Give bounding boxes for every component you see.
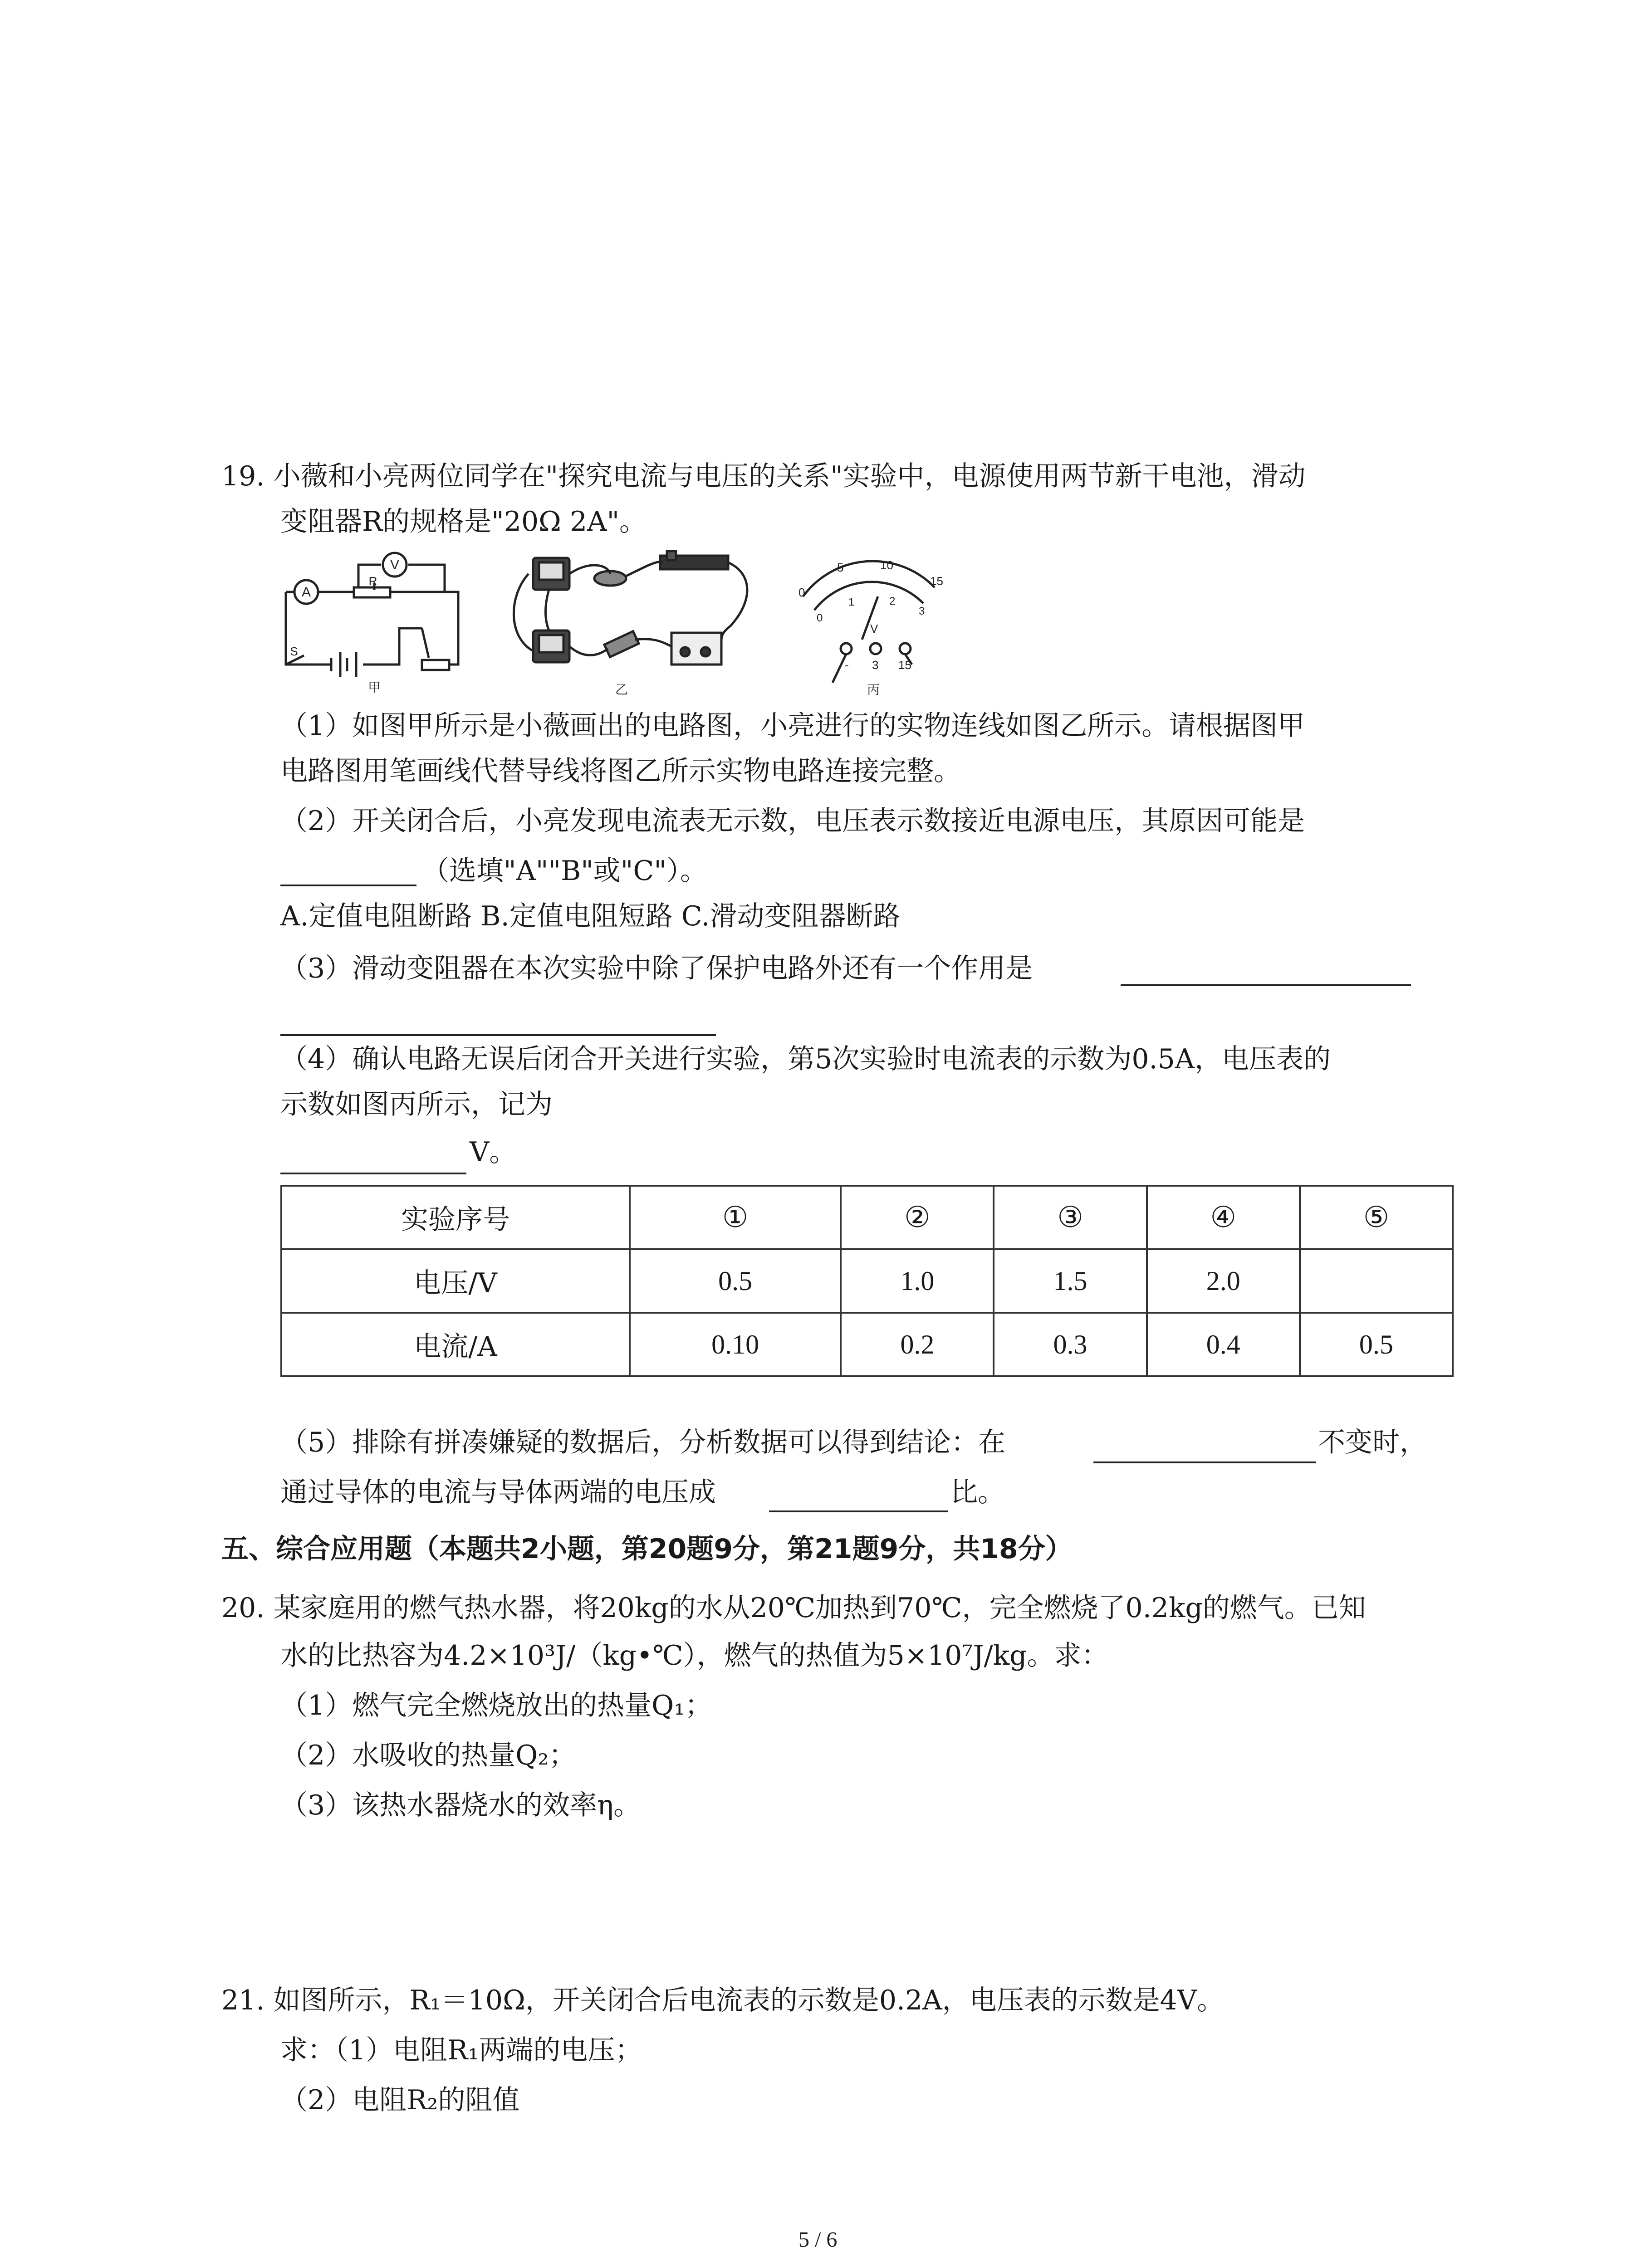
q19-part3-line1: （3）滑动变阻器在本次实验中除了保护电路外还有一个作用是	[280, 953, 1033, 984]
table-cell[interactable]	[1300, 1249, 1453, 1313]
table-cell: 0.5	[630, 1249, 841, 1313]
section-title: 五、综合应用题（本题共2小题，第20题9分，第21题9分，共18分）	[221, 1533, 1073, 1565]
scale-top-5: 5	[837, 561, 844, 574]
q19-line1: 19. 小薇和小亮两位同学在"探究电流与电压的关系"实验中，电源使用两节新干电池，滑动	[221, 460, 1306, 492]
q19-part2-line1: （2）开关闭合后，小亮发现电流表无示数，电压表示数接近电源电压，其原因可能是	[280, 805, 1305, 837]
table-row	[281, 1186, 1453, 1249]
table-cell: 2.0	[1147, 1249, 1300, 1313]
table-cell: 1.5	[994, 1249, 1146, 1313]
q19-part3-answer-blank-1[interactable]	[1121, 984, 1411, 986]
table-cell: 0.2	[841, 1313, 994, 1376]
table-cell: 电压/V	[281, 1249, 630, 1313]
table-cell: 电流/A	[281, 1313, 630, 1376]
scale-bottom-3: 3	[919, 605, 925, 617]
table-header-cell: ⑤	[1300, 1186, 1453, 1249]
table-row	[281, 1313, 1453, 1376]
q19-part2-answer-blank[interactable]	[280, 885, 416, 886]
q20-line2: 水的比热容为4.2×10³J/（kg•℃），燃气的热值为5×10⁷J/kg。求：	[280, 1640, 1109, 1672]
figure-bing-caption: 丙	[867, 683, 880, 697]
figure-jia-caption: 甲	[367, 680, 381, 694]
q19-part5-answer-blank-1[interactable]	[1093, 1461, 1316, 1463]
table-cell: 0.3	[994, 1313, 1146, 1376]
table-cell: 0.10	[630, 1313, 841, 1376]
table-header-cell: ③	[994, 1186, 1146, 1249]
q19-part4-answer-blank[interactable]	[280, 1173, 466, 1174]
terminal-15: 15	[898, 658, 911, 672]
scale-bottom-2: 2	[889, 595, 896, 607]
scale-bottom-0: 0	[817, 612, 823, 624]
q20-line1: 20. 某家庭用的燃气热水器，将20kg的水从20℃加热到70℃，完全燃烧了0.2kg的燃气。已知	[221, 1592, 1366, 1624]
scale-top-0: 0	[798, 586, 805, 599]
figure-yi-caption: 乙	[615, 683, 628, 697]
q19-part5-line2b: 比。	[950, 1476, 1005, 1508]
figure-jia-ammeter-label: A	[301, 585, 311, 600]
q19-part3-answer-blank-2[interactable]	[280, 1034, 716, 1036]
q20-sub2: （2）水吸收的热量Q₂；	[280, 1740, 576, 1771]
experiment-data-table	[280, 1185, 1454, 1377]
q19-part4-line2: 示数如图丙所示，记为	[280, 1089, 553, 1120]
terminal-3: 3	[872, 658, 879, 672]
q19-part2-options: A.定值电阻断路 B.定值电阻短路 C.滑动变阻器断路	[280, 900, 901, 932]
figure-jia-switch-label: S	[290, 645, 298, 658]
table-header-cell: ②	[841, 1186, 994, 1249]
table-header-cell: 实验序号	[281, 1186, 630, 1249]
q19-part5-line1a: （5）排除有拼凑嫌疑的数据后，分析数据可以得到结论：在	[280, 1427, 1006, 1458]
q19-part4-unit: V。	[470, 1136, 517, 1168]
q21-line2: 求：（1）电阻R₁两端的电压；	[280, 2034, 642, 2066]
dial-unit-v: V	[870, 622, 878, 635]
scale-top-15: 15	[930, 574, 943, 588]
q19-part5-line2a: 通过导体的电流与导体两端的电压成	[280, 1476, 716, 1508]
figure-jia-circuit-diagram	[286, 553, 458, 677]
q19-part1-line2: 电路图用笔画线代替导线将图乙所示实物电路连接完整。	[280, 755, 961, 787]
terminal-minus: -	[845, 658, 849, 672]
figure-yi-physical-circuit	[514, 551, 747, 665]
figure-bing-voltmeter-dial	[803, 561, 935, 683]
q19-figures	[272, 547, 971, 710]
q20-sub3: （3）该热水器烧水的效率η。	[280, 1789, 641, 1821]
q19-line2: 变阻器R的规格是"20Ω 2A"。	[280, 506, 647, 538]
scale-top-10: 10	[880, 558, 893, 572]
q19-part1-line1: （1）如图甲所示是小薇画出的电路图，小亮进行的实物连线如图乙所示。请根据图甲	[280, 710, 1305, 742]
table-cell: 1.0	[841, 1249, 994, 1313]
q21-line1: 21. 如图所示，R₁＝10Ω，开关闭合后电流表的示数是0.2A，电压表的示数是4V。	[221, 1984, 1225, 2016]
table-row	[281, 1249, 1453, 1313]
table-cell: 0.4	[1147, 1313, 1300, 1376]
page-number: 5 / 6	[798, 2228, 838, 2252]
q21-line3: （2）电阻R₂的阻值	[280, 2084, 520, 2116]
q19-part5-answer-blank-2[interactable]	[769, 1510, 948, 1512]
table-header-cell: ④	[1147, 1186, 1300, 1249]
q19-part2-line2: （选填"A""B"或"C"）。	[422, 855, 707, 887]
figure-jia-resistor-label: R	[368, 574, 377, 588]
q19-part4-line1: （4）确认电路无误后闭合开关进行实验，第5次实验时电流表的示数为0.5A，电压表的	[280, 1043, 1331, 1075]
q20-sub1: （1）燃气完全燃烧放出的热量Q₁；	[280, 1690, 712, 1721]
q19-part5-line1b: 不变时，	[1318, 1427, 1427, 1458]
scale-bottom-1: 1	[848, 596, 855, 608]
table-cell: 0.5	[1300, 1313, 1453, 1376]
figure-jia-voltmeter-label: V	[390, 557, 400, 572]
table-header-cell: ①	[630, 1186, 841, 1249]
